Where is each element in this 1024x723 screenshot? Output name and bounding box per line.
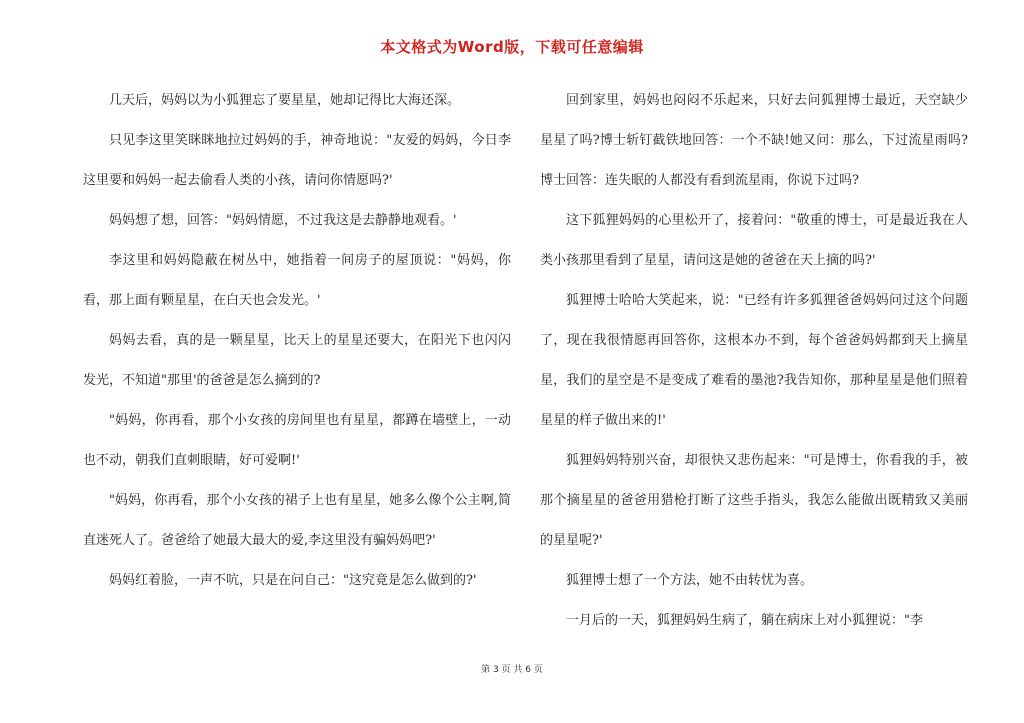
paragraph: "妈妈，你再看，那个小女孩的裙子上也有星星，她多么像个公主啊,简直迷死人了。爸爸给了她最大最大的爱,李这里没有骗妈妈吧?'	[83, 493, 511, 548]
paragraph: 这下狐狸妈妈的心里松开了，接着问："敬重的博士，可是最近我在人类小孩那里看到了星星，请问这是她的爸爸在天上摘的吗?'	[540, 213, 968, 268]
document-banner: 本文格式为Word版，下载可任意编辑	[380, 38, 644, 56]
paragraph: 妈妈去看，真的是一颗星星，比天上的星星还要大，在阳光下也闪闪发光，不知道"那里'的爸爸是怎么摘到的?	[83, 333, 511, 388]
paragraph: 李这里和妈妈隐蔽在树丛中，她指着一间房子的屋顶说："妈妈，你看，那上面有颗星星，在白天也会发光。'	[83, 253, 511, 308]
paragraph: 妈妈红着脸，一声不吭，只是在问自己："这究竟是怎么做到的?'	[109, 573, 477, 588]
paragraph: 几天后，妈妈以为小狐狸忘了要星星，她却记得比大海还深。	[109, 93, 461, 108]
paragraph: 狐狸妈妈特别兴奋，却很快又悲伤起来："可是博士，你看我的手，被那个摘星星的爸爸用猎枪打断了这些手指头，我怎么能做出既精致又美丽的星星呢?'	[540, 453, 968, 548]
left-column	[83, 81, 511, 601]
right-column	[540, 81, 968, 641]
paragraph: 狐狸博士哈哈大笑起来，说："已经有许多狐狸爸爸妈妈问过这个问题了，现在我很情愿再回答你，这根本办不到，每个爸爸妈妈都到天上摘星星，我们的星空是不是变成了难看的墨池?我告知你，那种星星是他们照着星星的样子做出来的!'	[540, 293, 968, 428]
paragraph: 狐狸博士想了一个方法，她不由转忧为喜。	[566, 573, 814, 588]
paragraph: 回到家里，妈妈也闷闷不乐起来，只好去问狐狸博士最近，天空缺少星星了吗?博士斩钉截铁地回答：一个不缺!她又问：那么，下过流星雨吗?博士回答：连失眠的人都没有看到流星雨，你说下过吗?	[540, 93, 968, 188]
paragraph: "妈妈，你再看，那个小女孩的房间里也有星星，都蹲在墙壁上，一动也不动，朝我们直刺眼睛，好可爱啊!'	[83, 413, 511, 468]
paragraph: 只见李这里笑眯眯地拉过妈妈的手，神奇地说："友爱的妈妈，今日李这里要和妈妈一起去偷看人类的小孩，请问你情愿吗?'	[83, 133, 511, 188]
paragraph: 妈妈想了想，回答："妈妈情愿，不过我这是去静静地观看。'	[109, 213, 457, 228]
page-number: 第 3 页 共 6 页	[481, 665, 543, 675]
paragraph: 一月后的一天，狐狸妈妈生病了，躺在病床上对小狐狸说："李	[566, 613, 923, 628]
